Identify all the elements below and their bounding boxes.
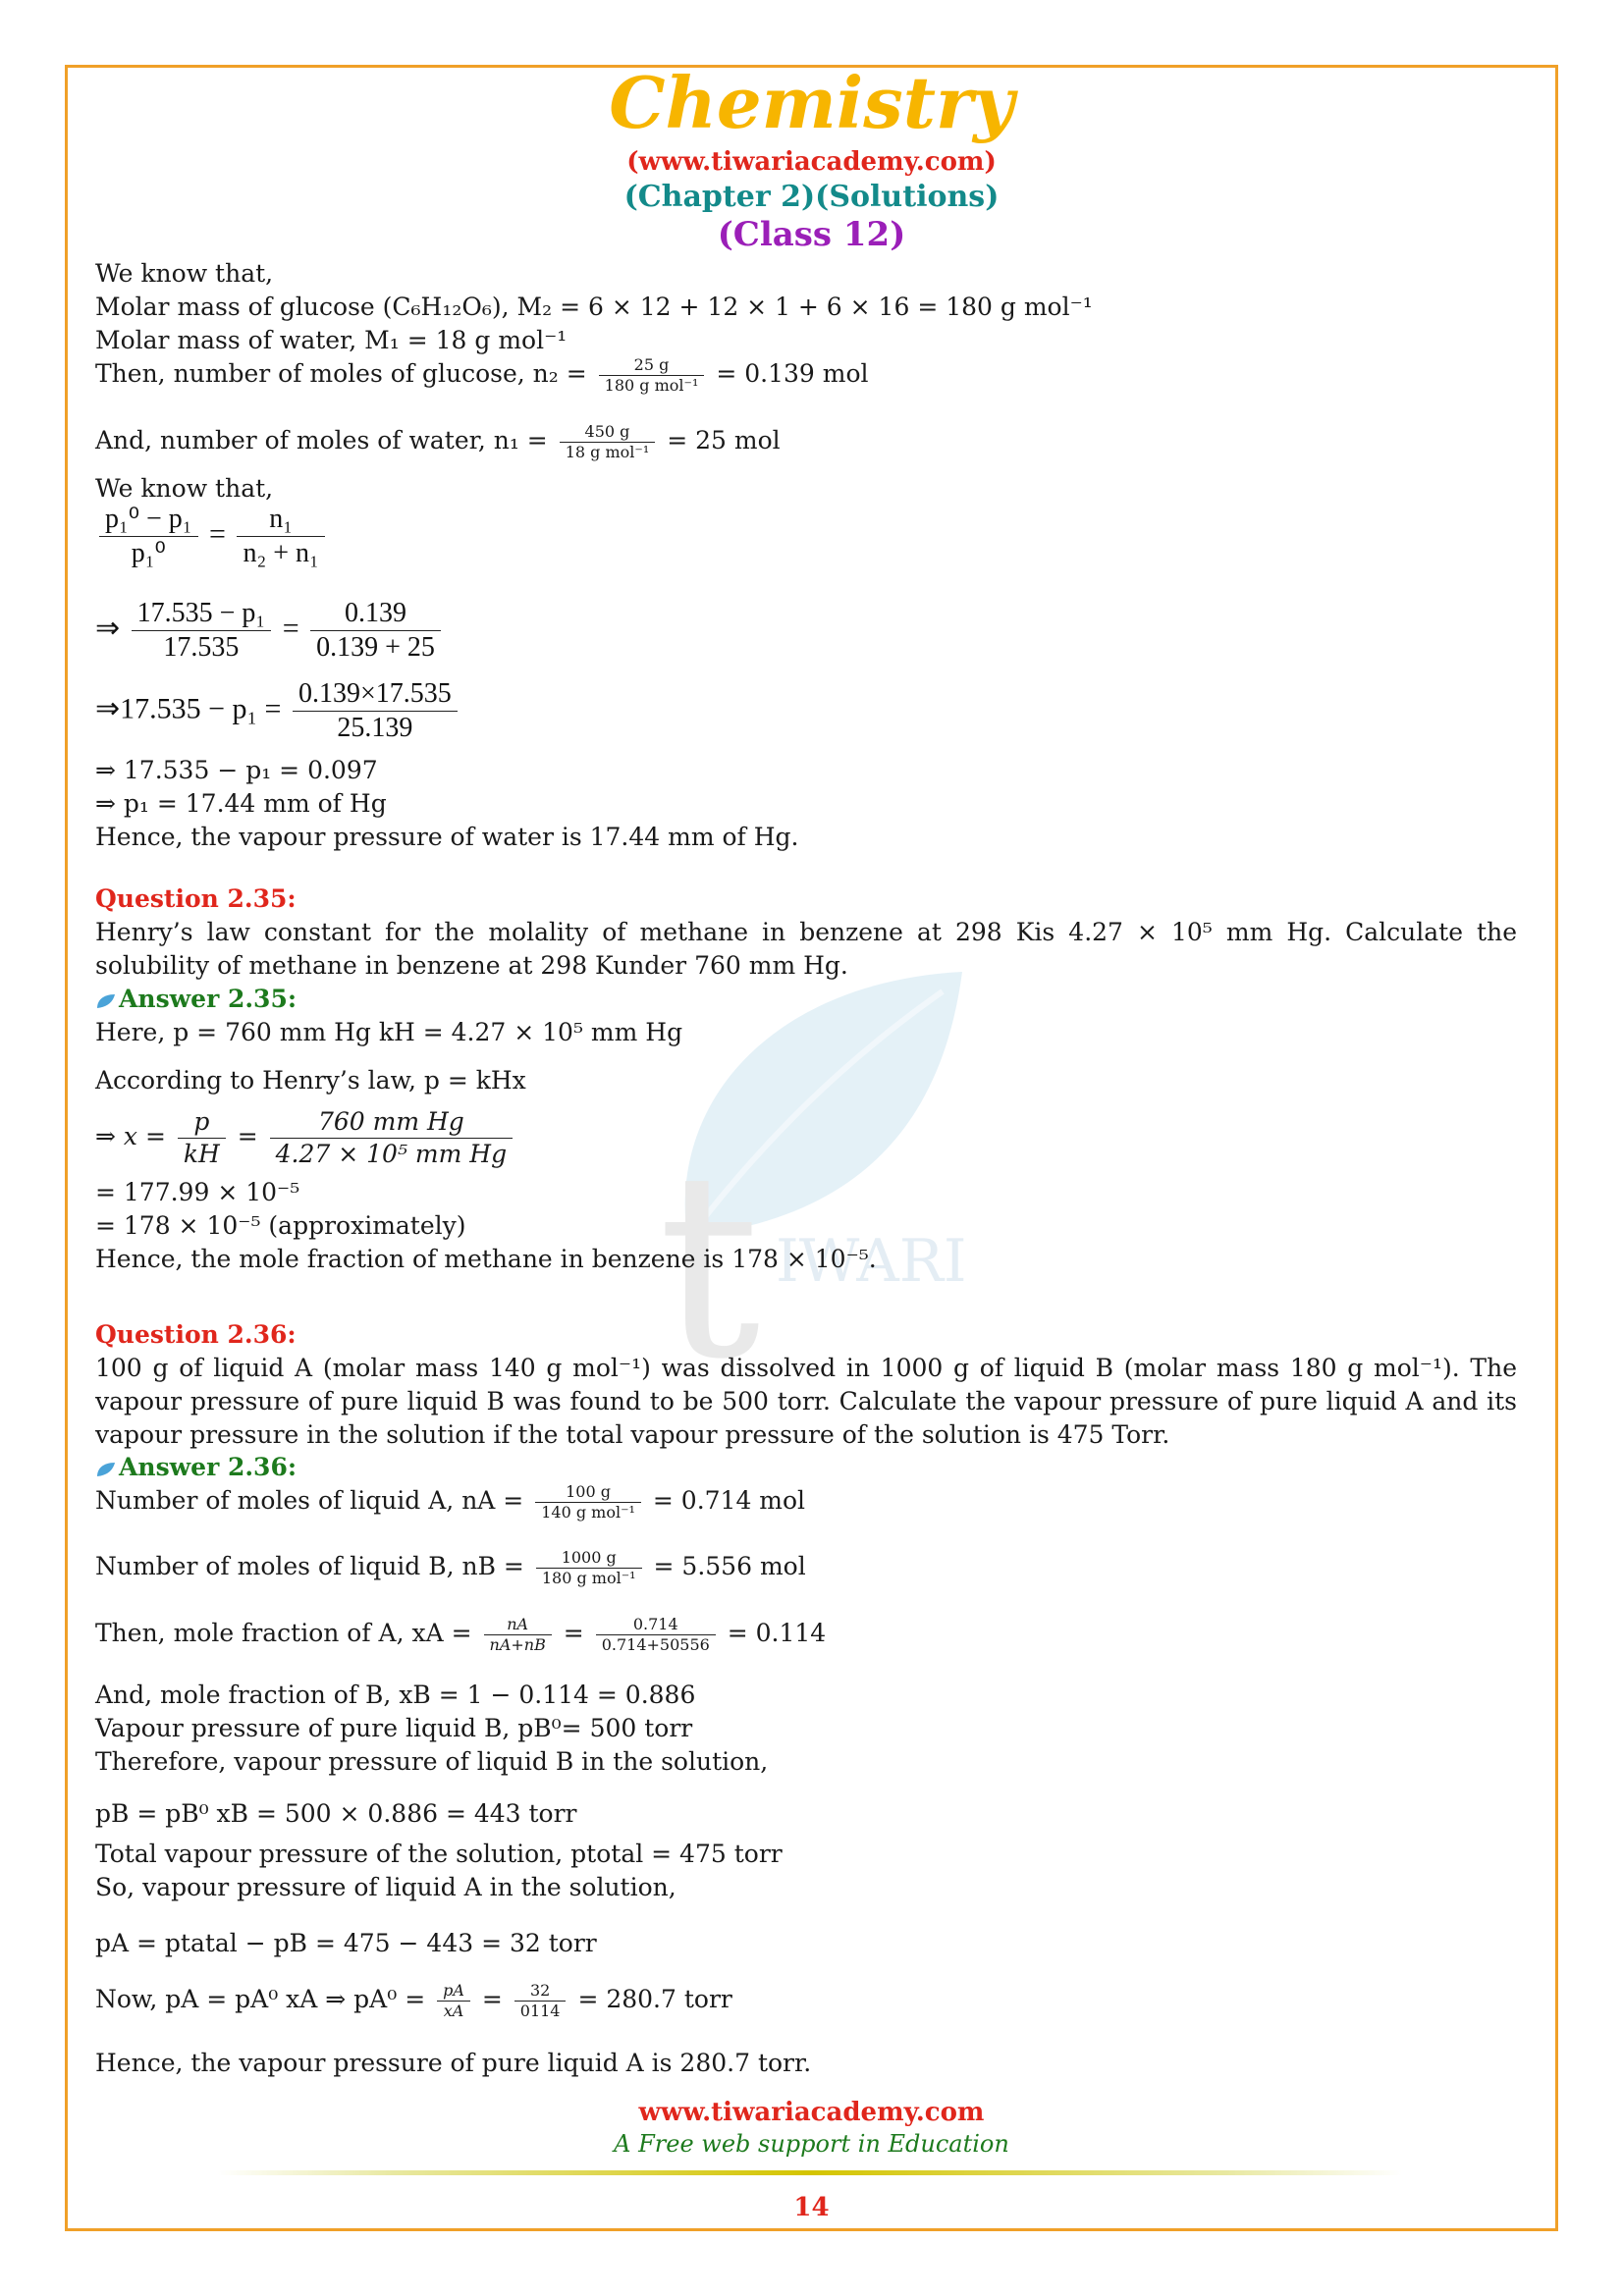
text-line: Hence, the mole fraction of methane in benzene is 178 × 10⁻⁵.	[95, 1245, 877, 1273]
watermark-letter: t	[658, 1119, 761, 1374]
equation-image: $\frac{\text{p₁⁰ − p₁}}{\text{p₁⁰}}$ = $\frac{\text{n₁}}{\text{n₂ + n₁}}$	[95, 503, 329, 570]
tiwari-logo-icon	[95, 992, 117, 1010]
footer-site-link[interactable]: www.tiwariacademy.com	[638, 2098, 985, 2127]
text-line: = 177.99 × 10⁻⁵	[95, 1178, 300, 1206]
equation-line: Number of moles of liquid A, nA = $\frac{100 g}{\text{140 g mol⁻¹}}$ = 0.714 mol	[95, 1482, 806, 1522]
tiwari-logo-icon	[95, 1461, 117, 1478]
text-line: Hence, the vapour pressure of pure liquid A is 280.7 torr.	[95, 2049, 812, 2077]
equation-line: Number of moles of liquid B, nB = $\frac{1000 g}{\text{180 g mol⁻¹}}$ = 5.556 mol	[95, 1548, 806, 1587]
text-line: Total vapour pressure of the solution, ptotal = 475 torr	[95, 1840, 783, 1868]
question-heading: Question 2.35:	[95, 884, 297, 913]
question-text: 100 g of liquid A (molar mass 140 g mol⁻¹) was dissolved in 1000 g of liquid B (molar mass 180 g mol⁻¹). The vapour pressure of pure liquid B was found to be 500 torr. Calculate the vapour pressure of pure liquid A and its vapour pressure in the solution if the total vapour pressure of the solution is 475 Torr.	[95, 1354, 1517, 1449]
text-line: We know that,	[95, 259, 274, 288]
equation-image: ⇒17.535 − p₁ = $\frac{0.139\times 17.535}{25.139}$	[95, 677, 461, 745]
text-line: So, vapour pressure of liquid A in the solution,	[95, 1873, 676, 1901]
page-title: Chemistry	[609, 61, 1014, 144]
class-label: (Class 12)	[717, 215, 906, 254]
text-line: Molar mass of water, M₁ = 18 g mol⁻¹	[95, 326, 568, 354]
text-line: ⇒ p₁ = 17.44 mm of Hg	[95, 789, 387, 818]
text-line: ⇒ 17.535 − p₁ = 0.097	[95, 756, 378, 784]
footer-tagline: A Free web support in Education	[614, 2130, 1009, 2158]
equation-image: ⇒ $\frac{\text{17.535 − p₁}}{17.535}$ = $\frac{0.139}{0.139 + 25}$	[95, 597, 445, 665]
text-line: Molar mass of glucose (C₆H₁₂O₆), M₂ = 6 × 12 + 12 × 1 + 6 × 16 = 180 g mol⁻¹	[95, 293, 1093, 321]
header-site-link[interactable]: (www.tiwariacademy.com)	[626, 147, 997, 177]
text-line: Here, p = 760 mm Hg kH = 4.27 × 10⁵ mm Hg	[95, 1018, 683, 1046]
answer-heading: Answer 2.36:	[95, 1451, 297, 1484]
question-text: Henry’s law constant for the molality of methane in benzene at 298 Kis 4.27 × 10⁵ mm Hg. Calculate the solubility of methane in benzene at 298 Kunder 760 mm Hg.	[95, 918, 1517, 980]
watermark-logo	[628, 942, 1001, 1374]
equation-line: Now, pA = pA⁰ xA ⇒ pA⁰ = $\frac{pA}{xA}$ = $\frac{32}{0114}$ = 280.7 torr	[95, 1981, 732, 2020]
equation-line: Then, mole fraction of A, xA = $\frac{nA}{nA+nB}$ = $\frac{0.714}{0.714+50556}$ = 0.114	[95, 1615, 827, 1654]
page-number: 14	[793, 2193, 830, 2222]
text-line: Hence, the vapour pressure of water is 17.44 mm of Hg.	[95, 823, 799, 851]
watermark-word: IWARI	[776, 1227, 967, 1296]
text-line: Vapour pressure of pure liquid B, pB⁰= 500 torr	[95, 1714, 693, 1742]
text-line: Therefore, vapour pressure of liquid B in the solution,	[95, 1747, 769, 1776]
equation-line: ⇒ x = $\frac{p}{kH}$ = $\frac{\text{760 mm Hg}}{\text{4.27 × 10⁵ mm Hg}}$	[95, 1106, 516, 1170]
footer-divider	[218, 2170, 1402, 2175]
text-line: We know that,	[95, 474, 274, 503]
text-line: And, mole fraction of B, xB = 1 − 0.114 = 0.886	[95, 1681, 696, 1709]
equation-line: And, number of moles of water, n₁ = $\frac{450 g}{\text{18 g mol⁻¹}}$ = 25 mol	[95, 422, 781, 461]
equation-line: Then, number of moles of glucose, n₂ = $\frac{25 g}{\text{180 g mol⁻¹}}$ = 0.139 mol	[95, 355, 869, 395]
text-line: pA = ptatal − pB = 475 − 443 = 32 torr	[95, 1929, 597, 1957]
text-line: pB = pB⁰ xB = 500 × 0.886 = 443 torr	[95, 1799, 577, 1828]
text-line: = 178 × 10⁻⁵ (approximately)	[95, 1211, 466, 1240]
text-line: According to Henry’s law, p = kHx	[95, 1066, 526, 1095]
chapter-label: (Chapter 2)(Solutions)	[623, 180, 1000, 214]
answer-heading: Answer 2.35:	[95, 983, 297, 1016]
question-heading: Question 2.36:	[95, 1320, 297, 1349]
